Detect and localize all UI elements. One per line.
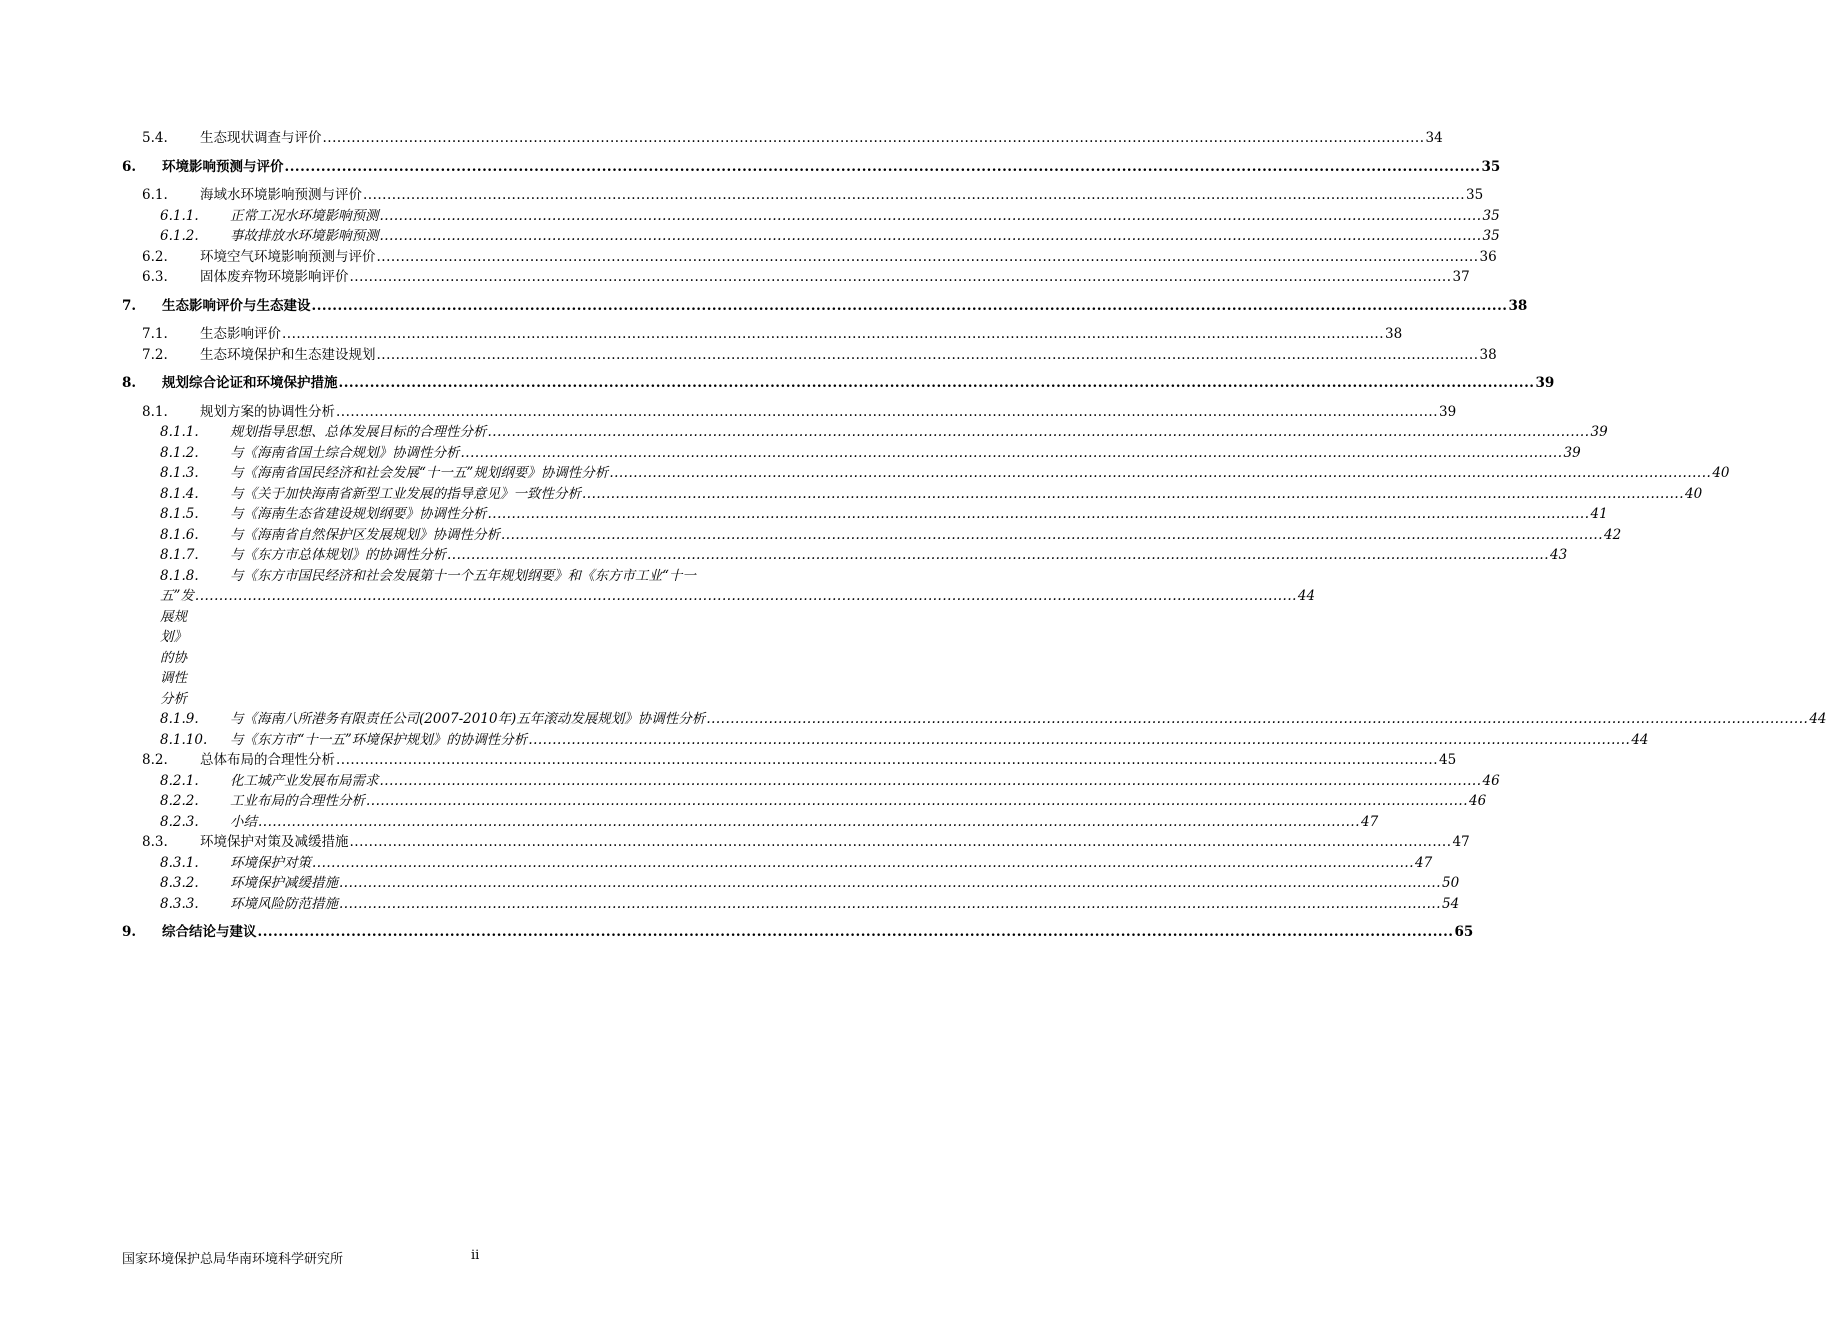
toc-entry[interactable] bbox=[122, 791, 1487, 812]
toc-entry-page: 38 bbox=[1479, 346, 1497, 363]
toc-entry[interactable] bbox=[122, 296, 1528, 317]
toc-entry-page: 36 bbox=[1479, 248, 1497, 265]
toc-entry[interactable] bbox=[122, 345, 1497, 366]
toc-entry-number: 6.1.2. bbox=[160, 228, 199, 244]
toc-leader-dots bbox=[609, 463, 1711, 484]
toc-entry-title: 化工城产业发展布局需求 bbox=[230, 772, 379, 789]
toc-entry-title: 与《东方市“十一五”环境保护规划》的协调性分析 bbox=[230, 731, 528, 748]
toc-entry-title: 海域水环境影响预测与评价 bbox=[200, 187, 362, 203]
toc-leader-dots bbox=[258, 922, 1454, 943]
toc-leader-dots bbox=[366, 791, 1468, 812]
toc-entry-page: 47 bbox=[1452, 834, 1470, 850]
toc-leader-dots bbox=[312, 296, 1508, 317]
toc-entry[interactable] bbox=[122, 504, 1608, 525]
toc-leader-dots bbox=[323, 128, 1425, 149]
toc-entry-title-continued: 五”发展规划》的协调性分析 bbox=[160, 588, 194, 707]
toc-entry-number: 7. bbox=[122, 297, 137, 314]
toc-entry-page: 35 bbox=[1482, 228, 1500, 244]
toc-entry-title: 生态环境保护和生态建设规划 bbox=[200, 346, 376, 363]
toc-leader-dots bbox=[258, 812, 1360, 833]
toc-entry-number: 6.2. bbox=[142, 248, 168, 265]
toc-entry-number: 8.3.3. bbox=[160, 895, 199, 912]
toc-entry-title: 与《海南生态省建设规划纲要》协调性分析 bbox=[230, 506, 487, 522]
toc-leader-dots bbox=[339, 873, 1441, 894]
toc-leader-dots bbox=[195, 586, 1297, 709]
toc-entry-page: 44 bbox=[1297, 588, 1316, 604]
toc-entry-page: 38 bbox=[1508, 297, 1528, 314]
toc-entry-number: 6. bbox=[122, 158, 137, 175]
toc-leader-dots bbox=[501, 525, 1603, 546]
toc-entry-page: 65 bbox=[1454, 924, 1474, 940]
toc-entry[interactable] bbox=[122, 894, 1460, 915]
toc-entry[interactable] bbox=[122, 226, 1500, 247]
toc-entry[interactable] bbox=[122, 545, 1568, 566]
toc-leader-dots bbox=[350, 832, 1452, 853]
toc-entry-title: 环境影响预测与评价 bbox=[162, 158, 284, 175]
toc-entry[interactable] bbox=[122, 812, 1379, 833]
toc-entry[interactable] bbox=[122, 206, 1500, 227]
toc-entry-title: 事故排放水环境影响预测 bbox=[230, 228, 379, 244]
toc-entry-page: 46 bbox=[1469, 793, 1487, 809]
toc-entry-page: 35 bbox=[1482, 207, 1500, 224]
toc-leader-dots bbox=[380, 226, 1482, 247]
toc-entry-page: 38 bbox=[1385, 326, 1403, 342]
toc-entry-title: 环境风险防范措施 bbox=[230, 895, 338, 912]
toc-entry-number: 8.1.6. bbox=[160, 526, 199, 543]
toc-leader-dots bbox=[488, 422, 1590, 443]
toc-entry[interactable] bbox=[122, 730, 1649, 751]
toc-entry-page: 39 bbox=[1563, 444, 1581, 461]
toc-entry-number: 9. bbox=[122, 924, 137, 940]
toc-entry[interactable] bbox=[122, 484, 1703, 505]
toc-entry-page: 50 bbox=[1442, 875, 1460, 891]
toc-entry[interactable] bbox=[122, 525, 1622, 546]
toc-entry-title: 与《海南省国土综合规划》协调性分析 bbox=[230, 444, 460, 461]
toc-entry-page: 39 bbox=[1439, 403, 1457, 420]
toc-entry[interactable] bbox=[122, 832, 1470, 853]
toc-entry-number: 8.1.4. bbox=[160, 485, 199, 502]
toc-entry[interactable] bbox=[122, 463, 1730, 484]
toc-entry-number: 8.2.3. bbox=[160, 813, 199, 830]
toc-entry[interactable] bbox=[122, 324, 1403, 345]
toc-entry-title: 与《海南省自然保护区发展规划》协调性分析 bbox=[230, 526, 500, 543]
toc-entry-page: 44 bbox=[1631, 731, 1649, 748]
toc-entry-number: 8.2.2. bbox=[160, 793, 199, 809]
toc-entry-number: 6.3. bbox=[142, 269, 168, 285]
toc-entry-page: 46 bbox=[1482, 772, 1500, 789]
toc-entry-title: 工业布局的合理性分析 bbox=[230, 793, 365, 809]
toc-entry-title: 规划综合论证和环境保护措施 bbox=[162, 375, 338, 391]
table-of-contents bbox=[122, 128, 1827, 951]
toc-entry-number: 8.1.7. bbox=[160, 547, 199, 563]
toc-entry-number: 8.1.3. bbox=[160, 465, 199, 481]
toc-leader-dots bbox=[380, 206, 1482, 227]
toc-leader-dots bbox=[312, 853, 1414, 874]
toc-entry-number: 8.2. bbox=[142, 752, 168, 768]
toc-entry-page: 40 bbox=[1685, 485, 1703, 502]
toc-entry-page: 37 bbox=[1452, 269, 1470, 285]
toc-entry[interactable] bbox=[122, 422, 1608, 443]
toc-entry-number: 8.2.1. bbox=[160, 772, 199, 789]
toc-entry-page: 47 bbox=[1361, 813, 1379, 830]
footer-page-number: ii bbox=[471, 1248, 480, 1263]
toc-entry-title: 环境保护对策 bbox=[230, 854, 311, 871]
toc-leader-dots bbox=[461, 443, 1563, 464]
footer-organization: 国家环境保护总局华南环境科学研究所 bbox=[122, 1252, 344, 1267]
toc-leader-dots bbox=[350, 267, 1452, 288]
toc-entry-title: 与《东方市总体规划》的协调性分析 bbox=[230, 547, 446, 563]
toc-leader-dots bbox=[377, 247, 1479, 268]
toc-entry-number: 8.3.2. bbox=[160, 875, 199, 891]
toc-entry-title: 环境保护减缓措施 bbox=[230, 875, 338, 891]
toc-entry-number: 8.1.1. bbox=[160, 424, 199, 440]
toc-entry-page: 54 bbox=[1442, 895, 1460, 912]
toc-entry-title: 与《海南省国民经济和社会发展“十一五”规划纲要》协调性分析 bbox=[230, 465, 609, 481]
toc-leader-dots bbox=[582, 484, 1684, 505]
toc-entry-number: 8.1.8. bbox=[160, 567, 199, 584]
toc-entry-page: 40 bbox=[1712, 465, 1730, 481]
toc-entry-page: 47 bbox=[1415, 854, 1433, 871]
toc-entry[interactable] bbox=[122, 873, 1460, 894]
toc-leader-dots bbox=[706, 709, 1808, 730]
toc-leader-dots bbox=[447, 545, 1549, 566]
toc-leader-dots bbox=[488, 504, 1590, 525]
toc-entry-number: 8.1. bbox=[142, 403, 168, 420]
toc-entry-title: 与《关于加快海南省新型工业发展的指导意见》一致性分析 bbox=[230, 485, 581, 502]
toc-entry[interactable] bbox=[122, 771, 1500, 792]
toc-entry-page: 42 bbox=[1604, 526, 1622, 543]
toc-entry-number: 8.3. bbox=[142, 834, 168, 850]
toc-leader-dots bbox=[339, 894, 1441, 915]
toc-entry-title: 环境空气环境影响预测与评价 bbox=[200, 248, 376, 265]
toc-entry-page: 44 bbox=[1809, 711, 1827, 727]
toc-entry[interactable] bbox=[122, 750, 1457, 771]
toc-entry[interactable] bbox=[122, 128, 1443, 149]
toc-entry-number: 8.3.1. bbox=[160, 854, 199, 871]
toc-entry-page: 34 bbox=[1425, 130, 1443, 146]
toc-entry-title: 小结 bbox=[230, 813, 257, 830]
toc-entry-number: 8.1.10. bbox=[160, 731, 208, 748]
toc-entry[interactable] bbox=[122, 157, 1501, 178]
toc-entry-title: 与《海南八所港务有限责任公司(2007-2010年)五年滚动发展规划》协调性分析 bbox=[230, 711, 706, 727]
toc-entry-number: 6.1.1. bbox=[160, 207, 199, 224]
toc-entry[interactable] bbox=[122, 709, 1827, 730]
toc-entry-page: 35 bbox=[1481, 158, 1501, 175]
toc-entry-number: 8.1.9. bbox=[160, 711, 199, 727]
toc-entry-page: 35 bbox=[1466, 187, 1484, 203]
toc-entry[interactable] bbox=[122, 267, 1470, 288]
toc-entry-number: 6.1. bbox=[142, 187, 168, 203]
toc-leader-dots bbox=[336, 402, 1438, 423]
toc-entry-page: 39 bbox=[1590, 424, 1608, 440]
toc-leader-dots bbox=[285, 157, 1481, 178]
toc-entry[interactable] bbox=[122, 922, 1474, 943]
toc-entry-title: 生态现状调查与评价 bbox=[200, 130, 322, 146]
toc-entry[interactable] bbox=[122, 853, 1433, 874]
toc-leader-dots bbox=[380, 771, 1482, 792]
toc-leader-dots bbox=[282, 324, 1384, 345]
toc-entry-title: 固体废弃物环境影响评价 bbox=[200, 269, 349, 285]
toc-entry-title: 生态影响评价 bbox=[200, 326, 281, 342]
toc-entry[interactable] bbox=[122, 566, 1316, 710]
toc-entry-number: 8. bbox=[122, 375, 137, 391]
toc-entry-number: 7.1. bbox=[142, 326, 168, 342]
toc-entry-page: 39 bbox=[1535, 375, 1555, 391]
toc-leader-dots bbox=[528, 730, 1630, 751]
toc-leader-dots bbox=[377, 345, 1479, 366]
toc-entry-number: 5.4. bbox=[142, 130, 168, 146]
toc-entry[interactable] bbox=[122, 373, 1555, 394]
toc-leader-dots bbox=[339, 373, 1535, 394]
toc-leader-dots bbox=[336, 750, 1438, 771]
toc-leader-dots bbox=[363, 185, 1465, 206]
toc-entry-title: 规划指导思想、总体发展目标的合理性分析 bbox=[230, 424, 487, 440]
toc-entry-page: 45 bbox=[1439, 752, 1457, 768]
toc-entry-number: 8.1.2. bbox=[160, 444, 199, 461]
toc-entry-page: 41 bbox=[1590, 506, 1608, 522]
toc-entry-title: 综合结论与建议 bbox=[162, 924, 257, 940]
toc-entry-title: 环境保护对策及减缓措施 bbox=[200, 834, 349, 850]
toc-entry[interactable] bbox=[122, 443, 1581, 464]
toc-entry-number: 7.2. bbox=[142, 346, 168, 363]
toc-entry-title: 总体布局的合理性分析 bbox=[200, 752, 335, 768]
toc-entry[interactable] bbox=[122, 402, 1457, 423]
toc-entry[interactable] bbox=[122, 247, 1497, 268]
toc-entry-title: 生态影响评价与生态建设 bbox=[162, 297, 311, 314]
toc-entry-title: 与《东方市国民经济和社会发展第十一个五年规划纲要》和《东方市工业“十一 bbox=[230, 567, 696, 584]
toc-entry-title: 正常工况水环境影响预测 bbox=[230, 207, 379, 224]
toc-entry-number: 8.1.5. bbox=[160, 506, 199, 522]
toc-entry[interactable] bbox=[122, 185, 1484, 206]
toc-entry-page: 43 bbox=[1550, 547, 1568, 563]
toc-entry-title: 规划方案的协调性分析 bbox=[200, 403, 335, 420]
